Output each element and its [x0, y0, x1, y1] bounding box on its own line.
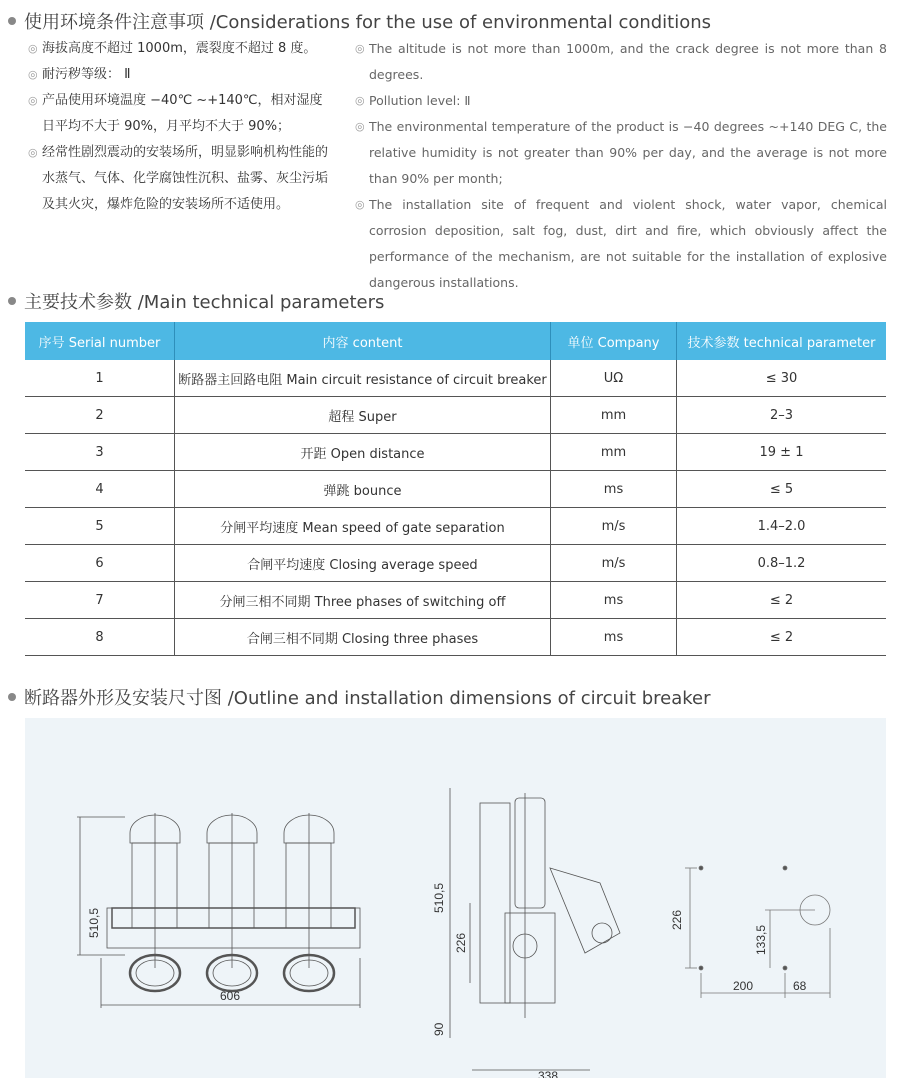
cell-unit: mm [551, 397, 677, 434]
condition-text: 耐污秽等级： Ⅱ [42, 67, 131, 82]
circle-bullet-icon: ◎ [355, 120, 365, 133]
cell-content: 分闸平均速度 Mean speed of gate separation [175, 508, 551, 545]
cell-content: 超程 Super [175, 397, 551, 434]
condition-text: 经常性剧烈震动的安装场所，明显影响机构性能的水蒸气、气体、化学腐蚀性沉积、盐雾、灰尘污垢及其火灾，爆炸危险的安装场所不适使用。 [42, 145, 329, 212]
condition-text: 海拔高度不超过 1000m，震裂度不超过 8 度。 [42, 41, 317, 56]
cell-content: 分闸三相不同期 Three phases of switching off [175, 582, 551, 619]
dim-hole-200: 200 [733, 979, 754, 993]
cell-parameter: 19 ± 1 [677, 434, 887, 471]
front-view [77, 813, 360, 1008]
condition-item [355, 114, 887, 192]
cell-serial: 1 [25, 360, 175, 397]
cell-parameter: ≤ 2 [677, 582, 887, 619]
table-row [25, 619, 886, 656]
dim-side-226: 226 [454, 932, 468, 953]
cell-serial: 2 [25, 397, 175, 434]
dim-hole-133: 133,5 [754, 924, 768, 955]
condition-text: The environmental temperature of the product is −40 degrees ~+140 DEG C, the relative humidity is not greater than 90% per day, and the average is not more than 90% per month; [369, 119, 887, 186]
dim-hole-68: 68 [793, 979, 807, 993]
condition-item [28, 62, 328, 88]
table-row [25, 582, 886, 619]
cell-unit: mm [551, 434, 677, 471]
table-row [25, 471, 886, 508]
table-row [25, 360, 886, 397]
bullet-icon [8, 17, 16, 25]
table-row [25, 508, 886, 545]
circle-bullet-icon: ◎ [355, 42, 365, 55]
condition-text: Pollution level: Ⅱ [369, 93, 471, 108]
conditions-en [355, 36, 887, 296]
cell-serial: 6 [25, 545, 175, 582]
cell-unit: ms [551, 582, 677, 619]
outline-drawing [25, 718, 886, 1078]
header-parameter: 技术参数 technical parameter [677, 322, 887, 360]
condition-item [355, 192, 887, 296]
section-title-outline: 断路器外形及安装尺寸图 /Outline and installation dimensions of circuit breaker [8, 684, 711, 710]
cell-content: 开距 Open distance [175, 434, 551, 471]
dim-side-height: 510,5 [432, 882, 446, 913]
cell-parameter: 0.8–1.2 [677, 545, 887, 582]
cell-serial: 5 [25, 508, 175, 545]
section-title-environment: 使用环境条件注意事项 /Considerations for the use of environmental conditions [8, 8, 711, 34]
cell-unit: m/s [551, 545, 677, 582]
circle-bullet-icon: ◎ [355, 198, 365, 211]
dim-side-width: 338 [538, 1069, 559, 1078]
pole-1 [130, 813, 180, 991]
condition-item [355, 36, 887, 88]
cell-serial: 3 [25, 434, 175, 471]
cell-content: 断路器主回路电阻 Main circuit resistance of circuit breaker [175, 360, 551, 397]
circle-bullet-icon: ◎ [28, 68, 38, 81]
cell-serial: 8 [25, 619, 175, 656]
cell-unit: m/s [551, 508, 677, 545]
dim-front-width: 606 [220, 989, 241, 1003]
cell-parameter: 2–3 [677, 397, 887, 434]
cell-unit: UΩ [551, 360, 677, 397]
condition-text: The installation site of frequent and violent shock, water vapor, chemical corrosion deposition, salt fog, dust, dirt and fire, which obviously affect the performance of the mechanism, are not suitable for the installation of explosive dangerous installations. [369, 197, 887, 290]
conditions-cn [28, 36, 328, 218]
section-title-params: 主要技术参数 /Main technical parameters [8, 288, 384, 314]
table-row [25, 434, 886, 471]
table-row [25, 545, 886, 582]
circle-bullet-icon: ◎ [355, 94, 365, 107]
dim-side-90: 90 [432, 1022, 446, 1036]
cell-unit: ms [551, 619, 677, 656]
pole-3 [284, 813, 334, 991]
table-row [25, 397, 886, 434]
condition-item [28, 36, 328, 62]
cell-serial: 4 [25, 471, 175, 508]
bullet-icon [8, 693, 16, 701]
cell-content: 弹跳 bounce [175, 471, 551, 508]
condition-item [355, 88, 887, 114]
dim-front-height: 510,5 [87, 907, 101, 938]
cell-parameter: 1.4–2.0 [677, 508, 887, 545]
cell-content: 合闸平均速度 Closing average speed [175, 545, 551, 582]
header-serial: 序号 Serial number [25, 322, 175, 360]
condition-item [28, 88, 328, 140]
side-view [450, 788, 620, 1070]
dim-hole-226: 226 [670, 909, 684, 930]
header-content: 内容 content [175, 322, 551, 360]
condition-text: The altitude is not more than 1000m, and the crack degree is not more than 8 degrees. [369, 41, 887, 82]
cell-parameter: ≤ 5 [677, 471, 887, 508]
circle-bullet-icon: ◎ [28, 94, 38, 107]
cell-parameter: ≤ 30 [677, 360, 887, 397]
header-unit: 单位 Company [551, 322, 677, 360]
condition-text: 产品使用环境温度 −40℃ ~+140℃，相对湿度日平均不大于 90%，月平均不大于 90%； [42, 93, 323, 134]
cell-parameter: ≤ 2 [677, 619, 887, 656]
cell-serial: 7 [25, 582, 175, 619]
parameters-table [25, 322, 886, 656]
circle-bullet-icon: ◎ [28, 146, 38, 159]
cell-unit: ms [551, 471, 677, 508]
circle-bullet-icon: ◎ [28, 42, 38, 55]
condition-item [28, 140, 328, 218]
bullet-icon [8, 297, 16, 305]
cell-content: 合闸三相不同期 Closing three phases [175, 619, 551, 656]
pole-2 [207, 813, 257, 991]
